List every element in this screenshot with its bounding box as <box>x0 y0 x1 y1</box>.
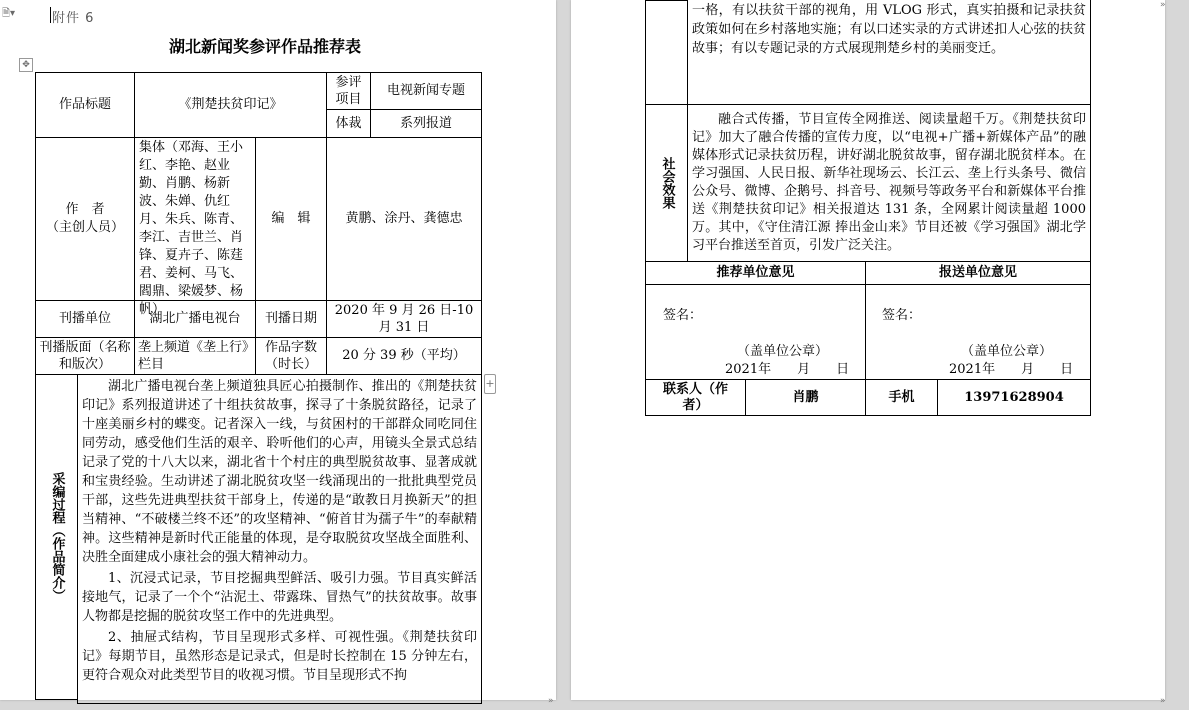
recommend-date: 2021年 月 日 <box>725 362 850 377</box>
intro-continued-text: 一格，有以扶贫干部的视角，用 VLOG 形式，真实拍摄和记录扶贫政策如何在乡村落地实施；有以口述实录的方式讲述扣人心弦的扶贫故事；有以专题记录的方式展现荆楚乡村的美丽变迁。 <box>692 3 1086 56</box>
phone-label: 手机 <box>865 379 938 416</box>
intro-paragraph-2: 1、沉浸式记录，节目挖掘典型鲜活、吸引力强。节目真实鲜活接地气，记录了一个个“沾泥土、带露珠、冒热气”的扶贫故事。故事人物都是挖掘的脱贫攻坚工作中的先进典型。 <box>82 571 477 624</box>
effect-text: 融合式传播，节目宣传全网推送、阅读量超千万。《荆楚扶贫印记》加大了融合传播的宣传力度，以“电视+广播+新媒体产品”的融媒体形式记录扶贫历程，讲好湖北脱贫故事，留存湖北脱贫样本。在学习强国、人民日报、新华社现场云、长江云、垄上行头条号、微信公众号、微博、企鹅号、抖音号、视频号等政务平台和新媒体平台推送《荆楚扶贫印记》相关报道达 131 条，全网累计阅读量超 1000 万。其中，《守住清江源 捧出金山来》节目还被《学习强国》湖北学习平台推送至首页，引发广泛关注。 <box>692 112 1086 253</box>
author-label: 作 者 <box>65 202 105 217</box>
intro-label: 采编过程（作品简介） <box>35 374 78 700</box>
document-title: 湖北新闻奖参评作品推荐表 <box>168 37 361 56</box>
contact-label: 联系人（作者） <box>645 379 746 416</box>
entry-item-label: 参评项目 <box>326 72 371 110</box>
recommend-sign-label: 签名： <box>663 308 703 323</box>
intro-label-continued <box>645 0 688 105</box>
work-title-label: 作品标题 <box>35 72 135 138</box>
publisher-label: 刊播单位 <box>35 300 135 338</box>
genre-value[interactable]: 系列报道 <box>370 109 482 138</box>
intro-continued-cell[interactable] <box>687 0 1091 105</box>
submit-seal-note: （盖单位公章） <box>961 344 1053 359</box>
length-value[interactable]: 20 分 39 秒（平均） <box>326 337 482 375</box>
contact-name[interactable]: 肖鹏 <box>745 379 866 416</box>
work-title-value[interactable]: 《荆楚扶贫印记》 <box>134 72 327 138</box>
date-value[interactable]: 2020 年 9 月 26 日-10 月 31 日 <box>326 300 482 338</box>
layout-label: 刊播版面（名称和版次） <box>35 337 135 375</box>
genre-label: 体裁 <box>326 109 371 138</box>
author-sub-label: （主创人员） <box>45 220 124 235</box>
scroll-arrow-icon[interactable]: » <box>1160 696 1166 706</box>
entry-item-value[interactable]: 电视新闻专题 <box>370 72 482 110</box>
document-page-right <box>571 0 1165 700</box>
editor-label: 编 辑 <box>255 137 327 301</box>
table-move-icon[interactable]: ✥ <box>19 58 33 72</box>
date-label: 刊播日期 <box>255 300 327 338</box>
add-column-icon[interactable]: + <box>484 374 496 394</box>
intro-cell[interactable] <box>77 374 482 704</box>
submit-unit-header: 报送单位意见 <box>865 261 1091 285</box>
effect-label: 社会效果 <box>645 104 688 262</box>
text-cursor <box>50 7 51 23</box>
length-label: 作品字数（时长） <box>255 337 327 375</box>
publisher-value[interactable]: 湖北广播电视台 <box>134 300 256 338</box>
document-corner-icon: 🗎▾ <box>2 8 16 19</box>
recommend-unit-header: 推荐单位意见 <box>645 261 866 285</box>
phone-value[interactable]: 13971628904 <box>937 379 1091 416</box>
editors-value[interactable]: 黄鹏、涂丹、龚德忠 <box>326 137 482 301</box>
authors-value[interactable]: 集体（邓海、王小红、李艳、赵业勤、肖鹏、杨新波、朱婵、仇红月、朱兵、陈青、李江、吉世兰、肖锋、夏卉子、陈莛君、姜柯、马飞、閻鼎、梁媛梦、杨帆） <box>134 137 256 301</box>
intro-text <box>78 375 481 686</box>
recommend-seal-note: （盖单位公章） <box>737 344 829 359</box>
intro-paragraph-3: 2、抽屉式结构，节目呈现形式多样、可视性强。《荆楚扶贫印记》每期节目，虽然形态是记录式，但是时长控制在 15 分钟左右，更符合观众对此类型节目的收视习惯。节目呈现形式不拘 <box>82 630 477 683</box>
submit-sign-label: 签名： <box>882 308 922 323</box>
effect-cell[interactable] <box>687 104 1091 262</box>
scroll-arrow-icon[interactable]: » <box>1160 0 1166 10</box>
document-page-left <box>0 0 556 700</box>
layout-value[interactable]: 垄上频道《垄上行》栏目 <box>134 337 256 375</box>
attachment-label: 附件 6 <box>52 11 95 26</box>
submit-date: 2021年 月 日 <box>949 362 1074 377</box>
scroll-arrow-icon[interactable]: » <box>548 696 554 706</box>
author-label-cell <box>35 137 135 301</box>
intro-paragraph-1: 湖北广播电视台垄上频道独具匠心拍摄制作、推出的《荆楚扶贫印记》系列报道讲述了十组扶贫故事，探寻了十条脱贫路径，记录了十座美丽乡村的蝶变。记者深入一线，与贫困村的干部群众同吃同住同劳动，感受他们生活的艰辛、聆听他们的心声，用镜头全景式总结记录了党的十八大以来，湖北省十个村庄的典型脱贫故事、显著成就和宝贵经验。生动讲述了湖北脱贫攻坚一线涌现出的一批批典型党员干部，这些先进典型扶贫干部身上，传递的是“敢教日月换新天”的担当精神、“不破楼兰终不还”的攻坚精神、“俯首甘为孺子牛”的奉献精神。这些精神是新时代正能量的体现，是夺取脱贫攻坚战全面胜利、决胜全面建成小康社会的强大精神动力。 <box>82 379 477 565</box>
